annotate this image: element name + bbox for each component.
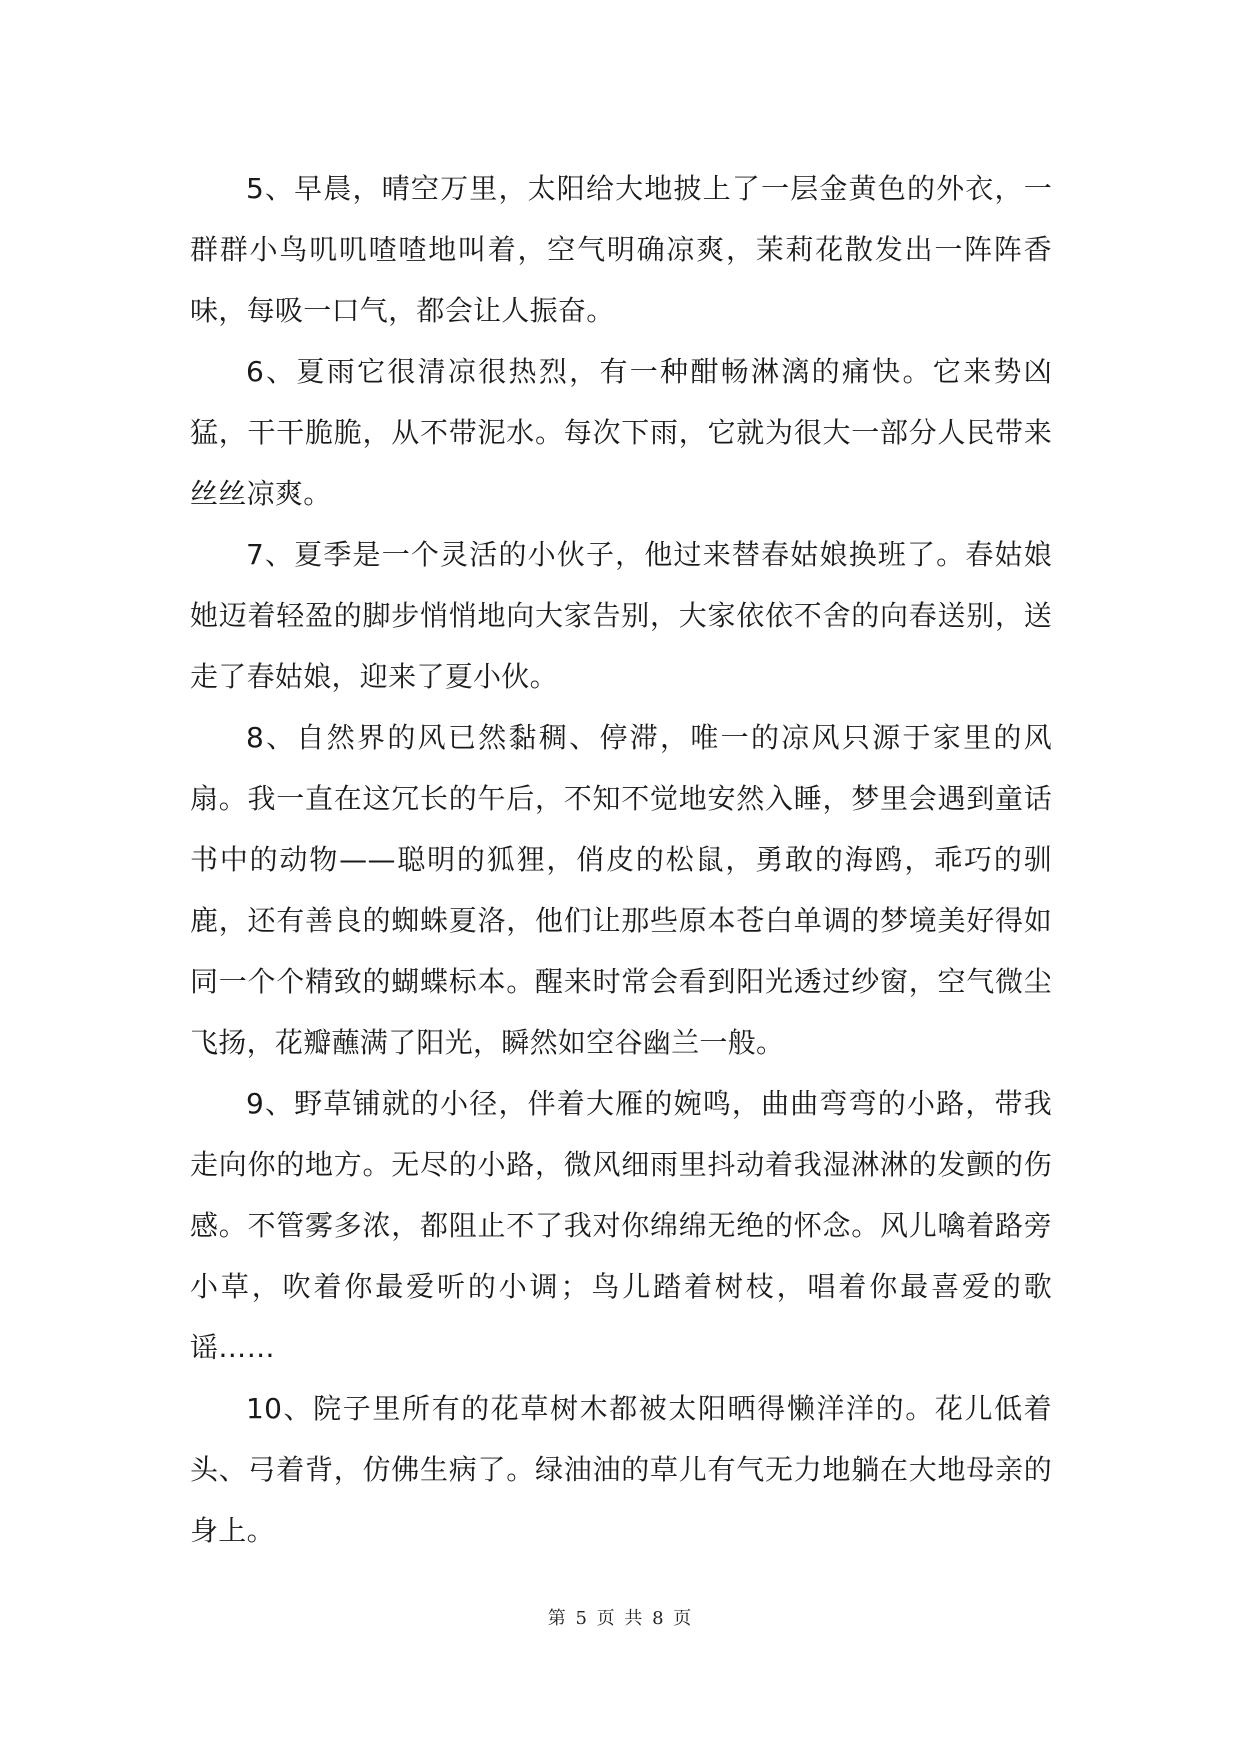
paragraph-5: 5、早晨，晴空万里，太阳给大地披上了一层金黄色的外衣，一群群小鸟叽叽喳喳地叫着，空气明确凉爽，茉莉花散发出一阵阵香味，每吸一口气，都会让人振奋。 <box>190 172 1052 327</box>
paragraph-6: 6、夏雨它很清凉很热烈，有一种酣畅淋漓的痛快。它来势凶猛，干干脆脆，从不带泥水。每次下雨，它就为很大一部分人民带来丝丝凉爽。 <box>190 355 1052 510</box>
paragraph-8: 8、自然界的风已然黏稠、停滞，唯一的凉风只源于家里的风扇。我一直在这冗长的午后，不知不觉地安然入睡，梦里会遇到童话书中的动物——聪明的狐狸，俏皮的松鼠，勇敢的海鸥，乖巧的驯鹿，还有善良的蜘蛛夏洛，他们让那些原本苍白单调的梦境美好得如同一个个精致的蝴蝶标本。醒来时常会看到阳光透过纱窗，空气微尘飞扬，花瓣蘸满了阳光，瞬然如空谷幽兰一般。 <box>190 721 1052 1059</box>
document-body <box>190 158 1052 1561</box>
paragraph-9: 9、野草铺就的小径，伴着大雁的婉鸣，曲曲弯弯的小路，带我走向你的地方。无尽的小路，微风细雨里抖动着我湿淋淋的发颤的伤感。不管雾多浓，都阻止不了我对你绵绵无绝的怀念。风儿噙着路旁小草，吹着你最爱听的小调；鸟儿踏着树枝，唱着你最喜爱的歌谣…… <box>190 1087 1052 1364</box>
paragraph-10: 10、院子里所有的花草树木都被太阳晒得懒洋洋的。花儿低着头、弓着背，仿佛生病了。绿油油的草儿有气无力地躺在大地母亲的身上。 <box>190 1392 1052 1547</box>
page-number-footer: 第 5 页 共 8 页 <box>547 1608 694 1629</box>
paragraph-7: 7、夏季是一个灵活的小伙子，他过来替春姑娘换班了。春姑娘她迈着轻盈的脚步悄悄地向大家告别，大家依依不舍的向春送别，送走了春姑娘，迎来了夏小伙。 <box>190 538 1052 693</box>
